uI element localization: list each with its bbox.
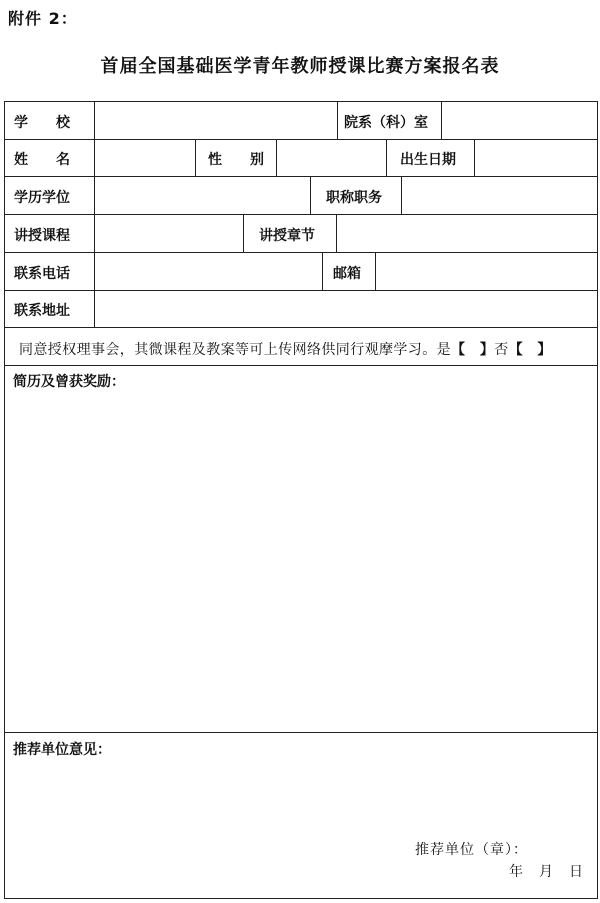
consent-row bbox=[19, 339, 552, 359]
recommending-unit-seal-label: 推荐单位（章）： bbox=[415, 842, 528, 858]
column-divider bbox=[474, 139, 475, 176]
email-label: 邮箱 bbox=[333, 266, 361, 282]
consent-yes-label: 是 bbox=[436, 342, 452, 358]
column-divider bbox=[276, 139, 277, 176]
consent-no-label: 否 bbox=[494, 342, 509, 358]
school-label: 学 校 bbox=[14, 115, 70, 131]
column-divider bbox=[375, 252, 376, 290]
education-label: 学历学位 bbox=[14, 190, 70, 206]
consent-yes-checkbox[interactable]: 【 】 bbox=[451, 342, 495, 358]
recommendation-field[interactable] bbox=[13, 762, 589, 832]
consent-text: 同意授权理事会，其微课程及教案等可上传网络供同行观摩学习。 bbox=[19, 342, 437, 358]
title-position-label: 职称职务 bbox=[326, 190, 382, 206]
consent-no-checkbox[interactable]: 【 】 bbox=[508, 342, 552, 358]
column-divider bbox=[336, 214, 337, 252]
address-label: 联系地址 bbox=[14, 303, 70, 319]
row-divider bbox=[5, 732, 597, 733]
registration-form-table bbox=[4, 101, 598, 899]
phone-label: 联系电话 bbox=[14, 266, 70, 282]
name-label: 姓 名 bbox=[14, 152, 70, 168]
row-divider bbox=[5, 327, 597, 328]
column-divider bbox=[195, 139, 196, 176]
column-divider bbox=[337, 102, 338, 139]
recommendation-label: 推荐单位意见： bbox=[13, 742, 111, 758]
row-divider bbox=[5, 365, 597, 366]
resume-label: 简历及曾获奖励： bbox=[13, 374, 125, 390]
column-divider bbox=[94, 102, 95, 327]
birth-date-label: 出生日期 bbox=[400, 152, 456, 168]
gender-label: 性 别 bbox=[208, 152, 264, 168]
form-title: 首届全国基础医学青年教师授课比赛方案报名表 bbox=[100, 56, 500, 77]
column-divider bbox=[401, 176, 402, 214]
resume-field[interactable] bbox=[13, 394, 589, 724]
column-divider bbox=[386, 139, 387, 176]
course-label: 讲授课程 bbox=[14, 228, 70, 244]
column-divider bbox=[310, 176, 311, 214]
department-label: 院系（科）室 bbox=[344, 115, 428, 131]
column-divider bbox=[322, 252, 323, 290]
attachment-label: 附件 2： bbox=[8, 9, 78, 28]
date-label: 年 月 日 bbox=[509, 864, 584, 880]
chapter-label: 讲授章节 bbox=[259, 228, 315, 244]
column-divider bbox=[441, 102, 442, 139]
column-divider bbox=[243, 214, 244, 252]
